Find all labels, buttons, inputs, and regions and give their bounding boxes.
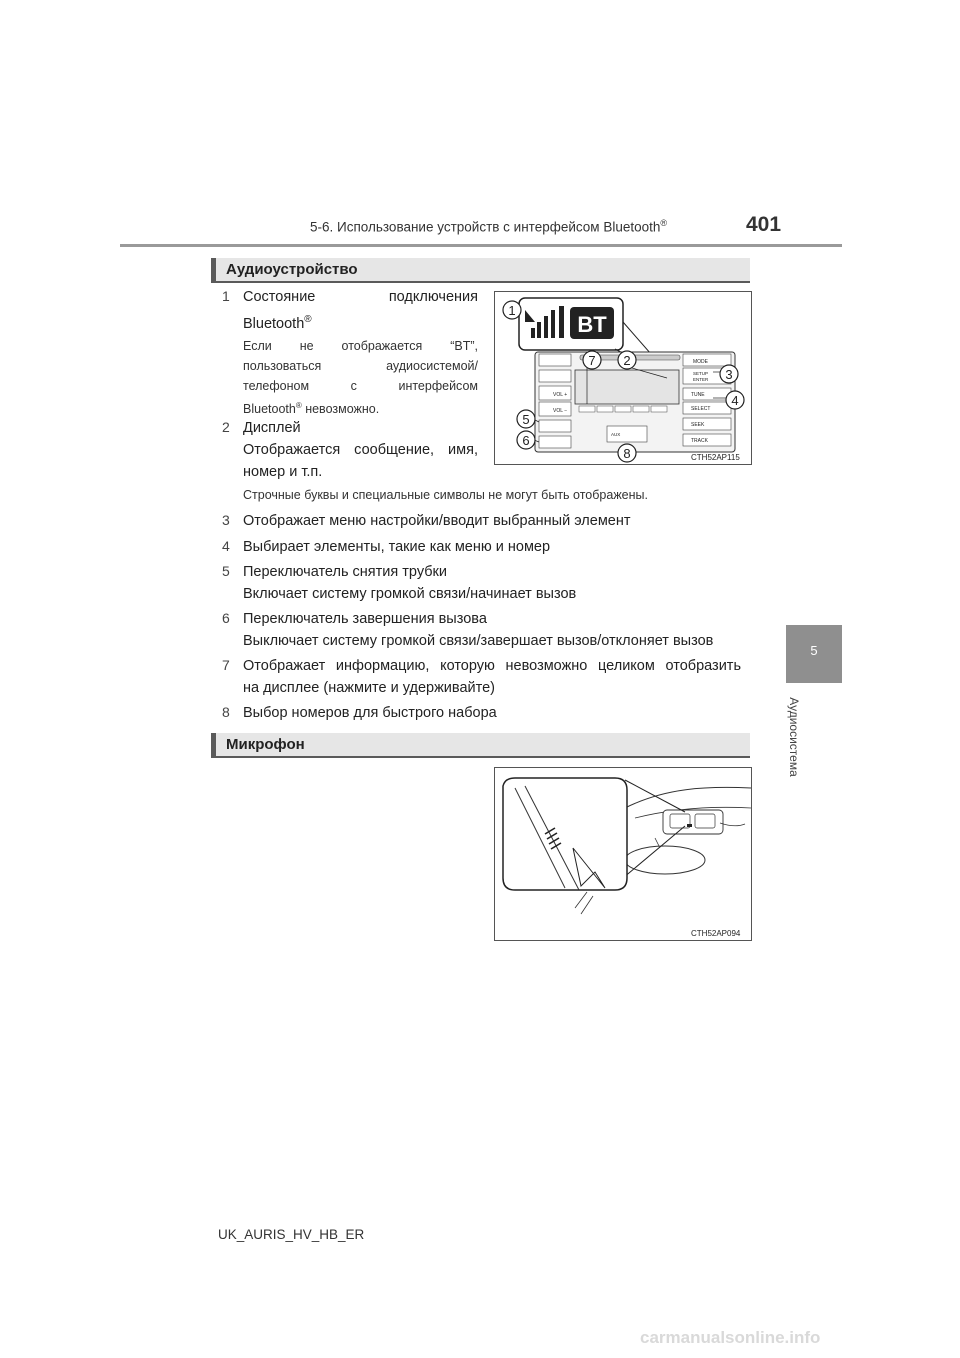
item-1-title-line2: Bluetooth® bbox=[243, 314, 312, 332]
section-rule bbox=[211, 756, 750, 758]
callout-5: 5 bbox=[522, 412, 530, 427]
item-number-8: 8 bbox=[222, 704, 230, 720]
item-2-note: Строчные буквы и специальные символы не могут быть отображены. bbox=[243, 488, 648, 502]
svg-text:VOL +: VOL + bbox=[553, 392, 568, 398]
chapter-number: 5 bbox=[810, 643, 818, 658]
section-rule bbox=[211, 281, 750, 283]
item-2-desc-line2: номер и т.п. bbox=[243, 464, 323, 480]
running-header bbox=[310, 218, 667, 235]
audio-unit-illustration bbox=[495, 292, 751, 464]
callout-8: 8 bbox=[623, 446, 631, 461]
item-number-7: 7 bbox=[222, 657, 230, 673]
item-1-note-line3: телефоном с интерфейсом bbox=[243, 379, 478, 393]
svg-text:TUNE: TUNE bbox=[691, 392, 705, 398]
section-heading-microphone bbox=[211, 733, 750, 757]
item-1-note-line2: пользоваться аудиосистемой/ bbox=[243, 359, 478, 373]
item-7-title-line1: Отображает информацию, которую невозможно целиком отобразить bbox=[243, 658, 741, 674]
callout-1: 1 bbox=[508, 303, 516, 318]
callout-6: 6 bbox=[522, 433, 530, 448]
header-rule bbox=[120, 244, 842, 247]
callout-3: 3 bbox=[725, 367, 733, 382]
registered-mark: ® bbox=[660, 218, 668, 228]
audio-unit-figure bbox=[494, 291, 752, 465]
running-header-text: 5-6. Использование устройств с интерфейсом Bluetooth bbox=[310, 219, 661, 235]
item-1-note-line4: Bluetooth® невозможно. bbox=[243, 401, 380, 417]
item-2-title: Дисплей bbox=[243, 420, 301, 436]
item-1-note-line1: Если не отображается “BT”, bbox=[243, 339, 478, 353]
section-heading-microphone-text: Микрофон bbox=[226, 736, 305, 753]
chapter-tab bbox=[786, 625, 842, 683]
item-2-desc-line1: Отображается сообщение, имя, bbox=[243, 442, 478, 458]
svg-text:MODE: MODE bbox=[693, 359, 708, 365]
item-number-1: 1 bbox=[222, 288, 230, 304]
svg-text:SEEK: SEEK bbox=[691, 422, 705, 428]
page-number: 401 bbox=[746, 213, 782, 236]
item-6-desc: Выключает систему громкой связи/завершает вызов/отклоняет вызов bbox=[243, 633, 714, 649]
item-7-title-line2: на дисплее (нажмите и удерживайте) bbox=[243, 680, 495, 696]
item-3-title: Отображает меню настройки/вводит выбранный элемент bbox=[243, 513, 631, 529]
bt-label: BT bbox=[577, 312, 607, 337]
section-heading-audio bbox=[211, 258, 750, 282]
item-number-4: 4 bbox=[222, 538, 230, 554]
watermark: carmanualsonline.info bbox=[640, 1328, 821, 1347]
callout-7: 7 bbox=[588, 353, 596, 368]
item-number-5: 5 bbox=[222, 563, 230, 579]
svg-text:SETUP: SETUP bbox=[693, 371, 709, 376]
item-4-title: Выбирает элементы, такие как меню и номер bbox=[243, 539, 551, 555]
document-id: UK_AURIS_HV_HB_ER bbox=[218, 1227, 365, 1242]
svg-text:VOL −: VOL − bbox=[553, 408, 568, 414]
chapter-label bbox=[784, 690, 804, 790]
item-number-6: 6 bbox=[222, 610, 230, 626]
figure-code: CTH52AP115 bbox=[691, 453, 740, 462]
svg-text:AUX: AUX bbox=[611, 432, 621, 437]
item-1-title-line1: Состояние подключения bbox=[243, 289, 478, 305]
microphone-illustration bbox=[495, 768, 751, 940]
callout-4: 4 bbox=[731, 393, 739, 408]
svg-text:SELECT: SELECT bbox=[691, 406, 711, 412]
item-5-desc: Включает систему громкой связи/начинает вызов bbox=[243, 586, 577, 602]
item-8-title: Выбор номеров для быстрого набора bbox=[243, 705, 497, 721]
item-number-3: 3 bbox=[222, 512, 230, 528]
callout-2: 2 bbox=[623, 353, 631, 368]
figure-code: CTH52AP094 bbox=[691, 929, 741, 938]
microphone-figure bbox=[494, 767, 752, 941]
svg-text:TRACK: TRACK bbox=[691, 438, 708, 444]
section-heading-audio-text: Аудиоустройство bbox=[226, 261, 358, 278]
item-5-title: Переключатель снятия трубки bbox=[243, 564, 447, 580]
item-6-title: Переключатель завершения вызова bbox=[243, 611, 487, 627]
svg-text:ENTER: ENTER bbox=[693, 377, 709, 382]
item-number-2: 2 bbox=[222, 419, 230, 435]
chapter-label-text: Аудиосистема bbox=[787, 697, 801, 777]
